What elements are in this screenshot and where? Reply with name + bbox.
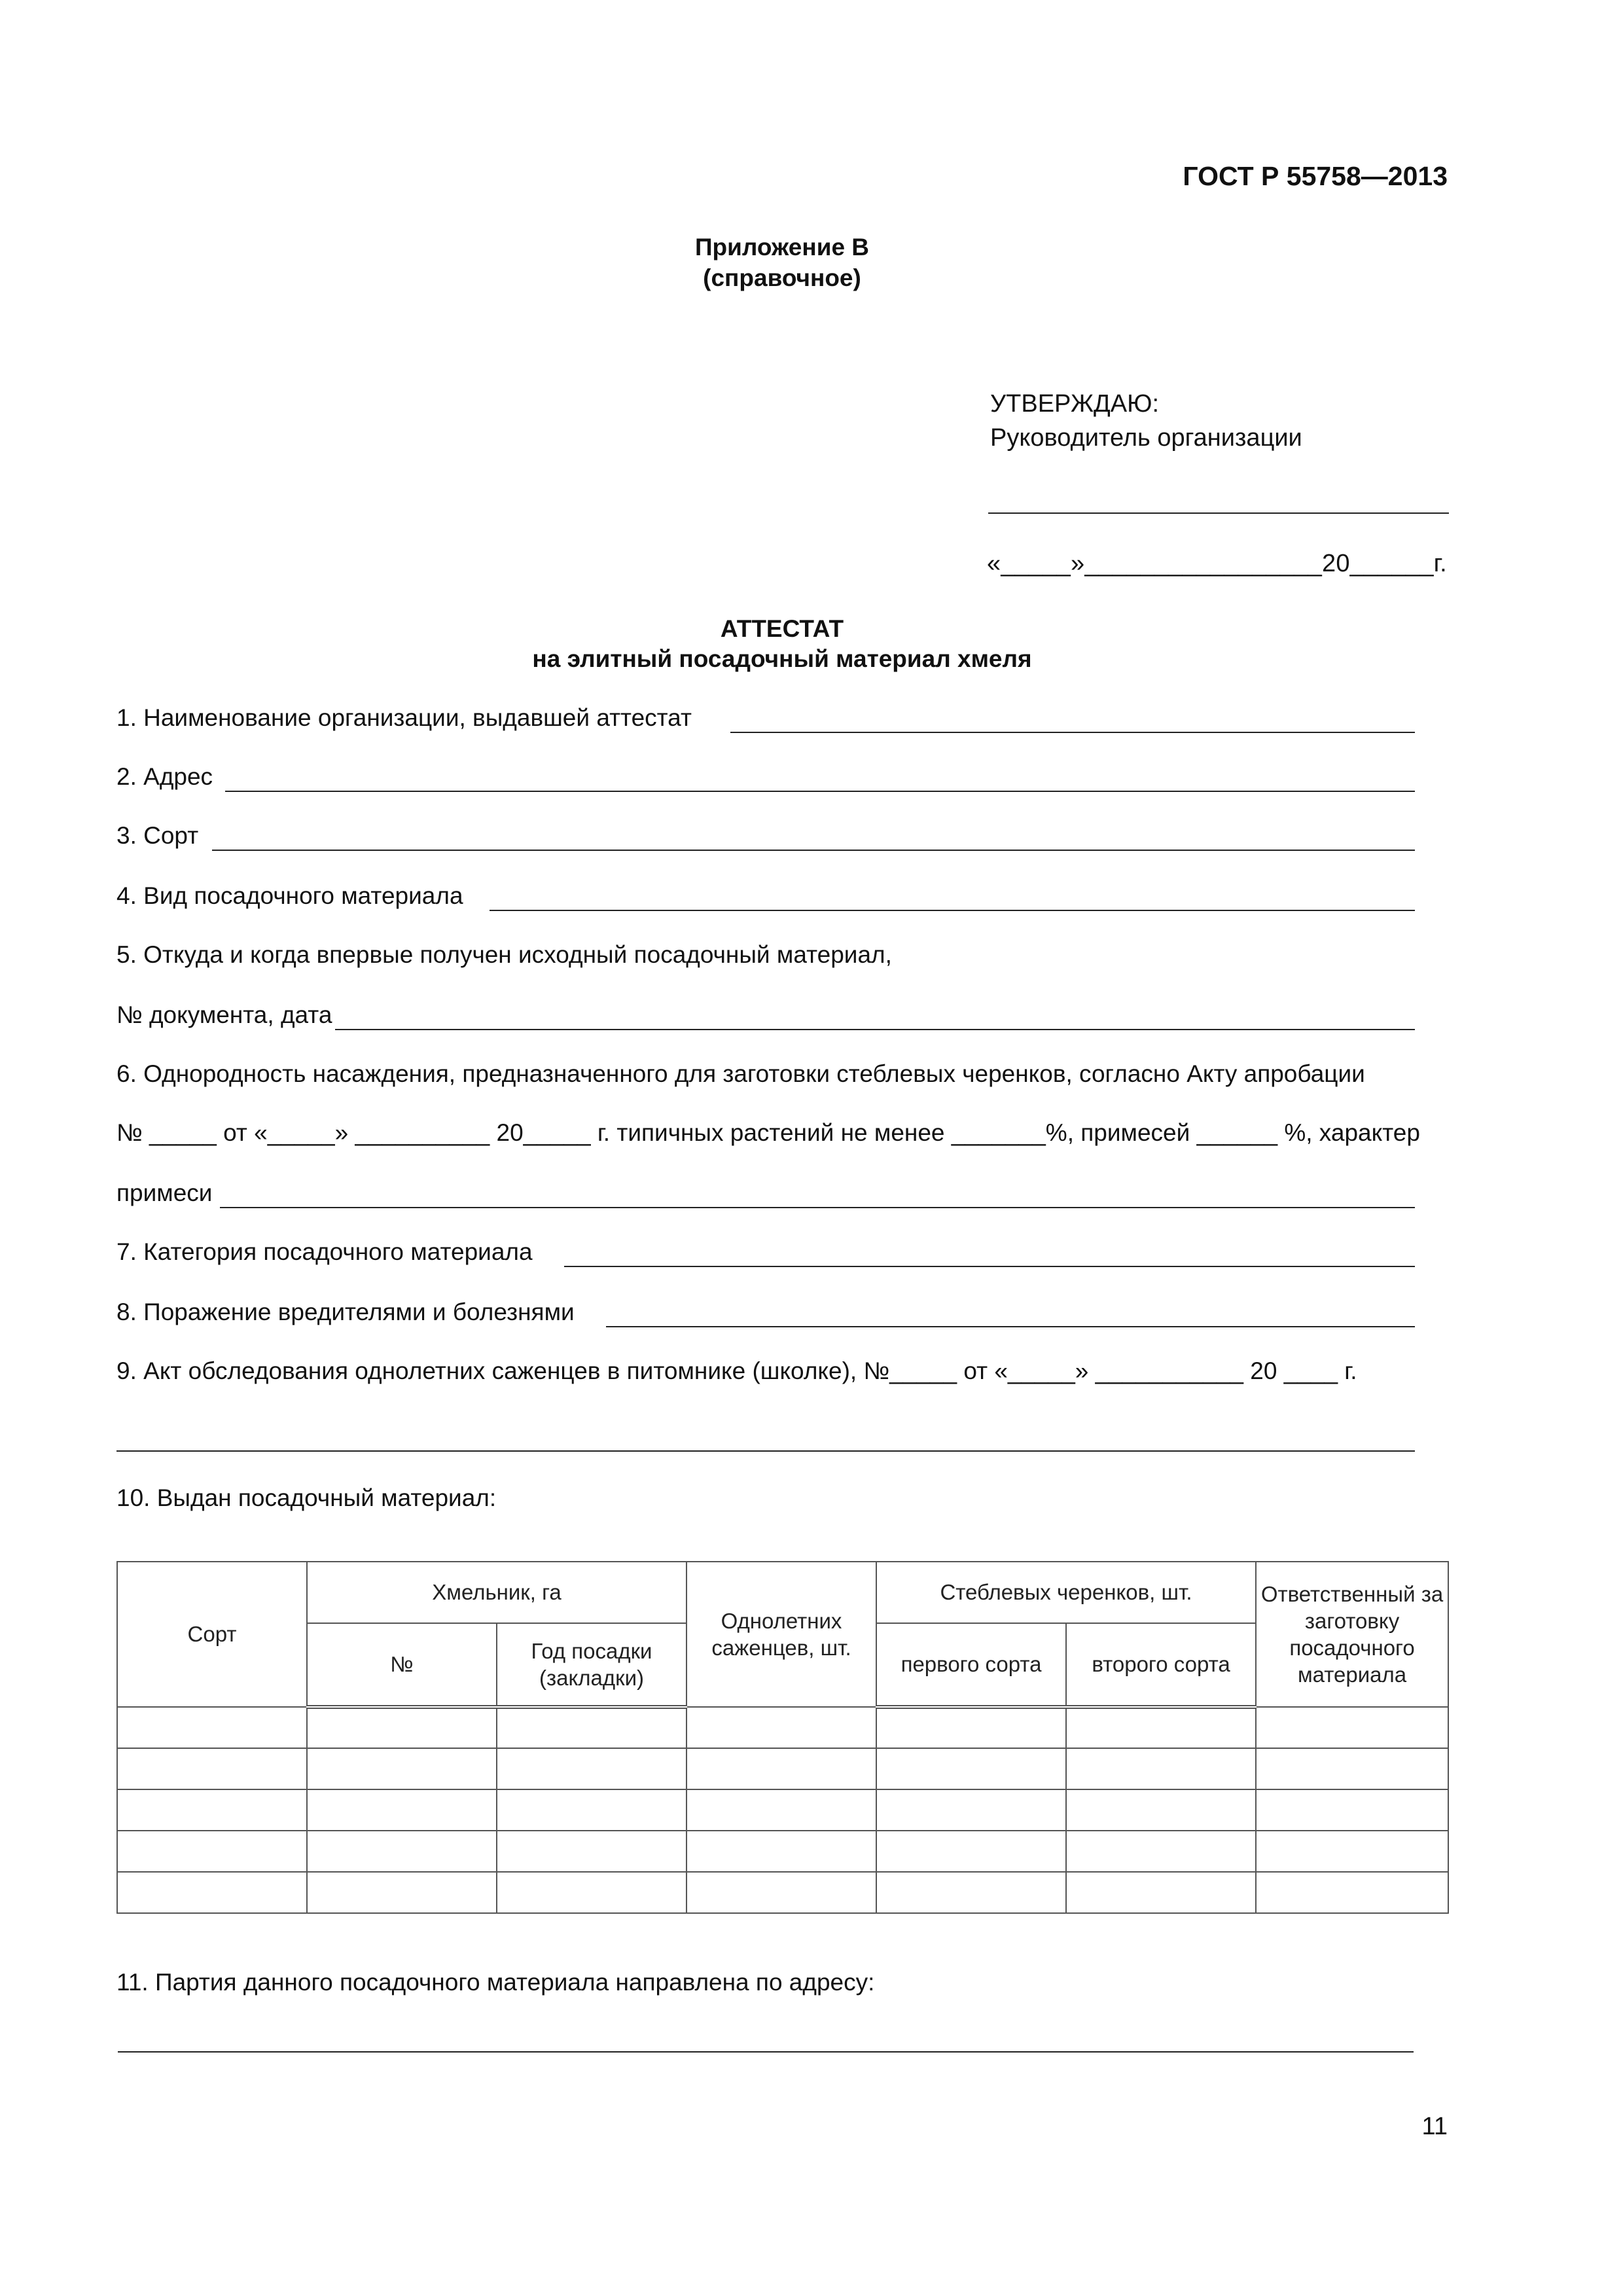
item-category-label: 7. Категория посадочного материала xyxy=(116,1238,533,1265)
issued-material-table xyxy=(116,1561,1449,1914)
table-row xyxy=(117,1748,1448,1789)
item-organization-line xyxy=(730,732,1415,733)
col-responsible-header: Ответственный за заготовку посадочного материала xyxy=(1256,1562,1448,1707)
item-category-line xyxy=(564,1266,1415,1267)
approval-label: УТВЕРЖДАЮ: xyxy=(990,390,1160,418)
table-cell[interactable] xyxy=(117,1707,307,1748)
item-homogeneity-values xyxy=(116,1115,1420,1155)
item-damage-line xyxy=(606,1326,1415,1327)
table-cell[interactable] xyxy=(307,1707,497,1748)
item-address xyxy=(116,759,1415,798)
table-cell[interactable] xyxy=(687,1789,876,1831)
table-cell[interactable] xyxy=(1256,1748,1448,1789)
item-homogeneity xyxy=(116,1056,1415,1096)
item-impurity xyxy=(116,1175,1415,1215)
item-damage xyxy=(116,1295,1415,1334)
item-inspection-act-label: 9. Акт обследования однолетних саженцев в питомнике (школке), №_____ от «_____» ___________ 20 ____ г. xyxy=(116,1357,1357,1384)
appendix-title: Приложение В xyxy=(694,234,870,260)
col-sort-header: Сорт xyxy=(117,1562,307,1707)
table-cell[interactable] xyxy=(497,1831,687,1872)
table-cell[interactable] xyxy=(1066,1831,1256,1872)
table-row xyxy=(117,1707,1448,1748)
standard-number: ГОСТ Р 55758—2013 xyxy=(1183,161,1448,191)
table-cell[interactable] xyxy=(497,1748,687,1789)
item-variety-label: 3. Сорт xyxy=(116,822,199,849)
col-hop-header: Хмельник, га xyxy=(307,1562,687,1623)
table-cell[interactable] xyxy=(876,1831,1066,1872)
table-cell[interactable] xyxy=(117,1872,307,1913)
item-address-label: 2. Адрес xyxy=(116,763,213,790)
item-variety-line xyxy=(212,850,1415,851)
table-cell[interactable] xyxy=(1066,1789,1256,1831)
table-cell[interactable] xyxy=(117,1789,307,1831)
table-cell[interactable] xyxy=(1256,1872,1448,1913)
item-organization xyxy=(116,700,1415,740)
item-shipment xyxy=(116,1965,1415,2004)
table-cell[interactable] xyxy=(1256,1707,1448,1748)
item-shipment-label: 11. Партия данного посадочного материала направлена по адресу: xyxy=(116,1969,875,1996)
item-homogeneity-label: 6. Однородность насаждения, предназначенного для заготовки стеблевых черенков, согласно Акту апробации xyxy=(116,1060,1365,1087)
approval-date-line: «_____»_________________20______г. xyxy=(987,550,1447,577)
item-material-type-line xyxy=(490,910,1415,911)
col-first-grade-header: первого сорта xyxy=(876,1623,1066,1707)
table-cell[interactable] xyxy=(307,1872,497,1913)
item-issued xyxy=(116,1480,1415,1520)
table-cell[interactable] xyxy=(687,1707,876,1748)
table-cell[interactable] xyxy=(876,1872,1066,1913)
item-origin-document-line xyxy=(335,1029,1415,1030)
item-inspection-act-line xyxy=(116,1450,1415,1452)
table-cell[interactable] xyxy=(687,1831,876,1872)
item-origin xyxy=(116,937,1415,977)
table-row xyxy=(117,1789,1448,1831)
table-cell[interactable] xyxy=(876,1707,1066,1748)
table-cell[interactable] xyxy=(876,1748,1066,1789)
page-number: 11 xyxy=(1421,2113,1448,2140)
document-title: АТТЕСТАТ xyxy=(720,615,844,642)
document-subtitle: на элитный посадочный материал хмеля xyxy=(532,645,1032,672)
table-cell[interactable] xyxy=(1256,1789,1448,1831)
table-cell[interactable] xyxy=(307,1748,497,1789)
item-shipment-line xyxy=(118,2051,1414,2053)
table-cell[interactable] xyxy=(1066,1707,1256,1748)
item-damage-label: 8. Поражение вредителями и болезнями xyxy=(116,1299,575,1325)
item-variety xyxy=(116,818,1415,857)
table-cell[interactable] xyxy=(117,1831,307,1872)
table-cell[interactable] xyxy=(117,1748,307,1789)
table-cell[interactable] xyxy=(687,1872,876,1913)
item-impurity-line xyxy=(220,1207,1415,1208)
approval-role: Руководитель организации xyxy=(990,424,1302,452)
table-cell[interactable] xyxy=(1066,1748,1256,1789)
table-cell[interactable] xyxy=(1256,1831,1448,1872)
item-material-type xyxy=(116,878,1415,918)
table-cell[interactable] xyxy=(687,1748,876,1789)
table-cell[interactable] xyxy=(1066,1872,1256,1913)
item-origin-document xyxy=(116,997,1415,1037)
col-hop-year-header: Год посадки (закладки) xyxy=(497,1623,687,1707)
item-address-line xyxy=(225,791,1415,792)
table-cell[interactable] xyxy=(497,1872,687,1913)
item-issued-label: 10. Выдан посадочный материал: xyxy=(116,1484,497,1511)
item-category xyxy=(116,1234,1415,1274)
item-organization-label: 1. Наименование организации, выдавшей аттестат xyxy=(116,704,692,731)
table-cell[interactable] xyxy=(307,1789,497,1831)
col-cuttings-header: Стеблевых черенков, шт. xyxy=(876,1562,1256,1623)
table-cell[interactable] xyxy=(497,1789,687,1831)
table-row xyxy=(117,1872,1448,1913)
item-material-type-label: 4. Вид посадочного материала xyxy=(116,882,463,909)
approval-signature-line xyxy=(988,512,1449,514)
item-homogeneity-values-label: № _____ от «_____» __________ 20_____ г. типичных растений не менее _______%, примесей ______ %, характер xyxy=(116,1119,1420,1146)
col-hop-number-header: № xyxy=(307,1623,497,1707)
item-origin-document-label: № документа, дата xyxy=(116,1001,332,1028)
table-cell[interactable] xyxy=(876,1789,1066,1831)
table-cell[interactable] xyxy=(497,1707,687,1748)
appendix-note: (справочное) xyxy=(703,264,861,291)
table-cell[interactable] xyxy=(307,1831,497,1872)
col-seedlings-header: Однолетних саженцев, шт. xyxy=(687,1562,876,1707)
item-impurity-label: примеси xyxy=(116,1179,213,1206)
col-second-grade-header: второго сорта xyxy=(1066,1623,1256,1707)
item-inspection-act xyxy=(116,1354,1415,1393)
table-row xyxy=(117,1831,1448,1872)
item-origin-label: 5. Откуда и когда впервые получен исходный посадочный материал, xyxy=(116,941,892,968)
